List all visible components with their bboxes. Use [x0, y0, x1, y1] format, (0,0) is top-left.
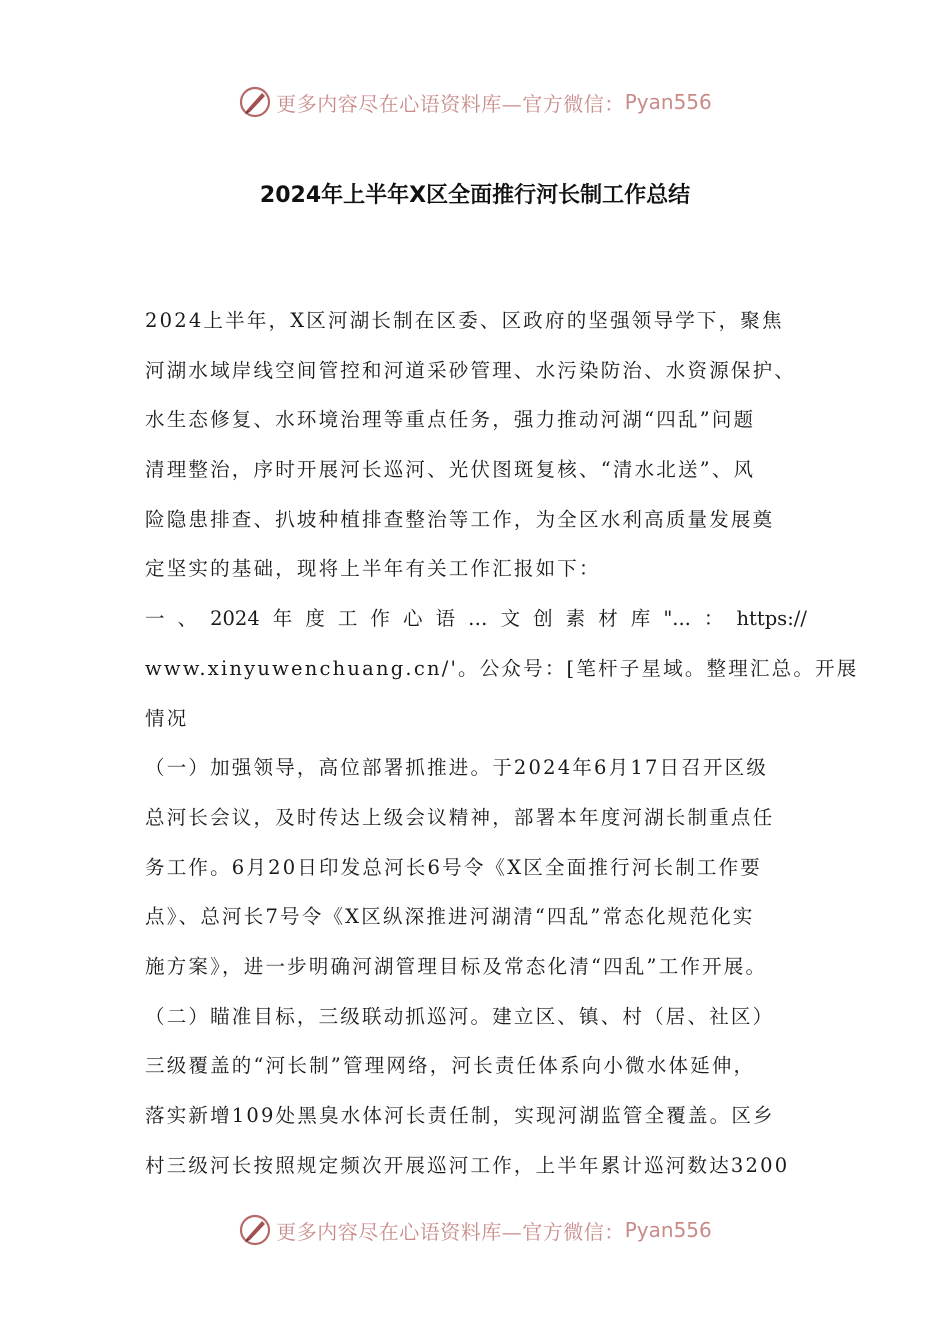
- pen-logo-icon: [238, 1213, 272, 1247]
- watermark-text: 更多内容尽在心语资料库—官方微信：: [276, 1219, 625, 1244]
- watermark-handle: Pyan556: [624, 1218, 712, 1242]
- header-watermark-banner: [0, 82, 950, 122]
- paragraph-line: 水生态修复、水环境治理等重点任务，强力推动河湖“四乱”问题: [145, 408, 756, 432]
- paragraph-line: （二）瞄准目标，三级联动抓巡河。建立区、镇、村（居、社区）: [145, 1004, 775, 1028]
- document-body: [145, 296, 859, 1190]
- paragraph-line: 点》、总河长7号令《X区纵深推进河湖清“四乱”常态化规范化实: [145, 905, 755, 929]
- pen-logo-icon: [238, 85, 272, 119]
- section-heading-line: 一 、 2024 年 度 工 作 心 语 … 文 创 素 材 库 "... ： https://: [145, 607, 807, 631]
- paragraph-line: 务工作。6月20日印发总河长6号令《X区全面推行河长制工作要: [145, 855, 763, 879]
- paragraph-line: 三级覆盖的“河长制”管理网络，河长责任体系向小微水体延伸，: [145, 1054, 756, 1078]
- paragraph-line: 落实新增109处黑臭水体河长责任制，实现河湖监管全覆盖。区乡: [145, 1104, 775, 1127]
- watermark-handle: Pyan556: [624, 90, 712, 114]
- paragraph-line: 总河长会议，及时传达上级会议精神，部署本年度河湖长制重点任: [145, 805, 775, 829]
- paragraph-line: 情况: [145, 706, 189, 730]
- paragraph-line: 清理整治，序时开展河长巡河、光伏图斑复核、“清水北送”、风: [145, 458, 756, 482]
- document-title: 2024年上半年X区全面推行河长制工作总结: [259, 183, 691, 208]
- paragraph-line: （一）加强领导，高位部署抓推进。于2024年6月17日召开区级: [145, 756, 769, 780]
- paragraph-line: 施方案》，进一步明确河湖管理目标及常态化清“四乱”工作开展。: [145, 954, 768, 978]
- paragraph-line: 河湖水域岸线空间管控和河道采砂管理、水污染防治、水资源保护、: [145, 358, 797, 382]
- paragraph-line: 定坚实的基础，现将上半年有关工作汇报如下：: [145, 557, 601, 581]
- watermark-text: 更多内容尽在心语资料库—官方微信：: [276, 91, 625, 116]
- footer-watermark-banner: [0, 1210, 950, 1250]
- paragraph-line: 村三级河长按照规定频次开展巡河工作，上半年累计巡河数达3200: [145, 1153, 790, 1177]
- paragraph-line: 险隐患排查、扒坡种植排查整治等工作，为全区水利高质量发展奠: [145, 507, 775, 531]
- paragraph-line: www.xinyuwenchuang.cn/'。公众号：[笔杆子星域。整理汇总。开展: [145, 656, 859, 680]
- paragraph-line: 2024上半年，X区河湖长制在区委、区政府的坚强领导学下，聚焦: [145, 309, 784, 332]
